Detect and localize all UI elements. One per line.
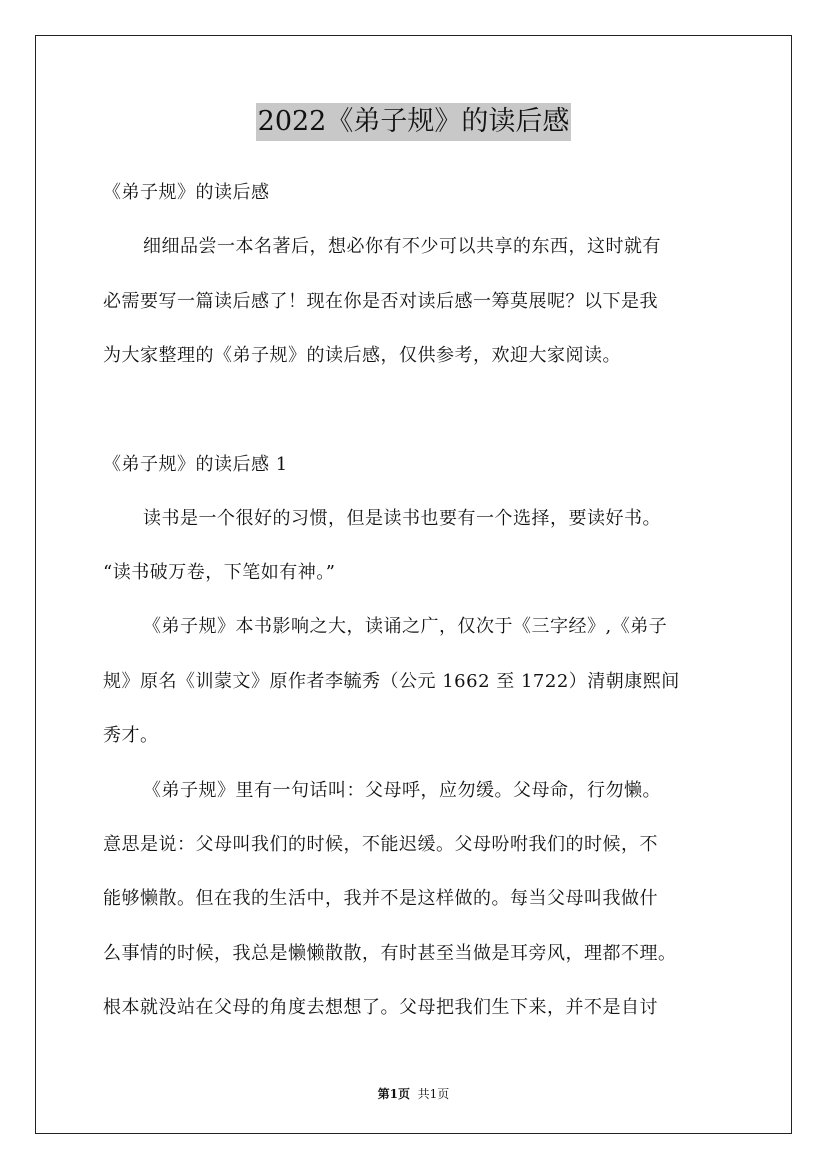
paragraph-line: 意思是说：父母叫我们的时候，不能迟缓。父母吩咐我们的时候，不 xyxy=(103,834,658,855)
paragraph-line: 必需要写一篇读后感了！现在你是否对读后感一筹莫展呢？以下是我 xyxy=(103,291,658,312)
paragraph-line: 秀才。 xyxy=(103,725,159,746)
page-footer xyxy=(0,1086,827,1102)
page-number: 第1页 xyxy=(377,1087,411,1101)
paragraph-line: 么事情的时候，我总是懒懒散散，有时甚至当做是耳旁风，理都不理。 xyxy=(103,943,677,964)
title-container xyxy=(0,103,827,141)
page-total: 共1页 xyxy=(417,1087,450,1101)
section-heading: 《弟子规》的读后感 1 xyxy=(103,454,288,475)
paragraph-line: 为大家整理的《弟子规》的读后感，仅供参考，欢迎大家阅读。 xyxy=(103,345,621,366)
paragraph-line: 《弟子规》里有一句话叫：父母呼，应勿缓。父母命，行勿懒。 xyxy=(143,780,661,801)
paragraph-line: 根本就没站在父母的角度去想想了。父母把我们生下来，并不是自讨 xyxy=(103,997,658,1018)
paragraph-line: 细细品尝一本名著后，想必你有不少可以共享的东西，这时就有 xyxy=(143,236,661,257)
paragraph-line: 读书是一个很好的习惯，但是读书也要有一个选择，要读好书。 xyxy=(143,508,661,529)
paragraph-line: “读书破万卷，下笔如有神。” xyxy=(103,562,336,583)
document-title: 2022《弟子规》的读后感 xyxy=(256,103,572,141)
paragraph-line: 能够懒散。但在我的生活中，我并不是这样做的。每当父母叫我做什 xyxy=(103,888,658,909)
section-heading: 《弟子规》的读后感 xyxy=(103,182,270,203)
paragraph-line: 《弟子规》本书影响之大，读诵之广，仅次于《三字经》,《弟子 xyxy=(143,616,668,637)
paragraph-line: 规》原名《训蒙文》原作者李毓秀（公元 1662 至 1722）清朝康熙间 xyxy=(103,671,680,692)
